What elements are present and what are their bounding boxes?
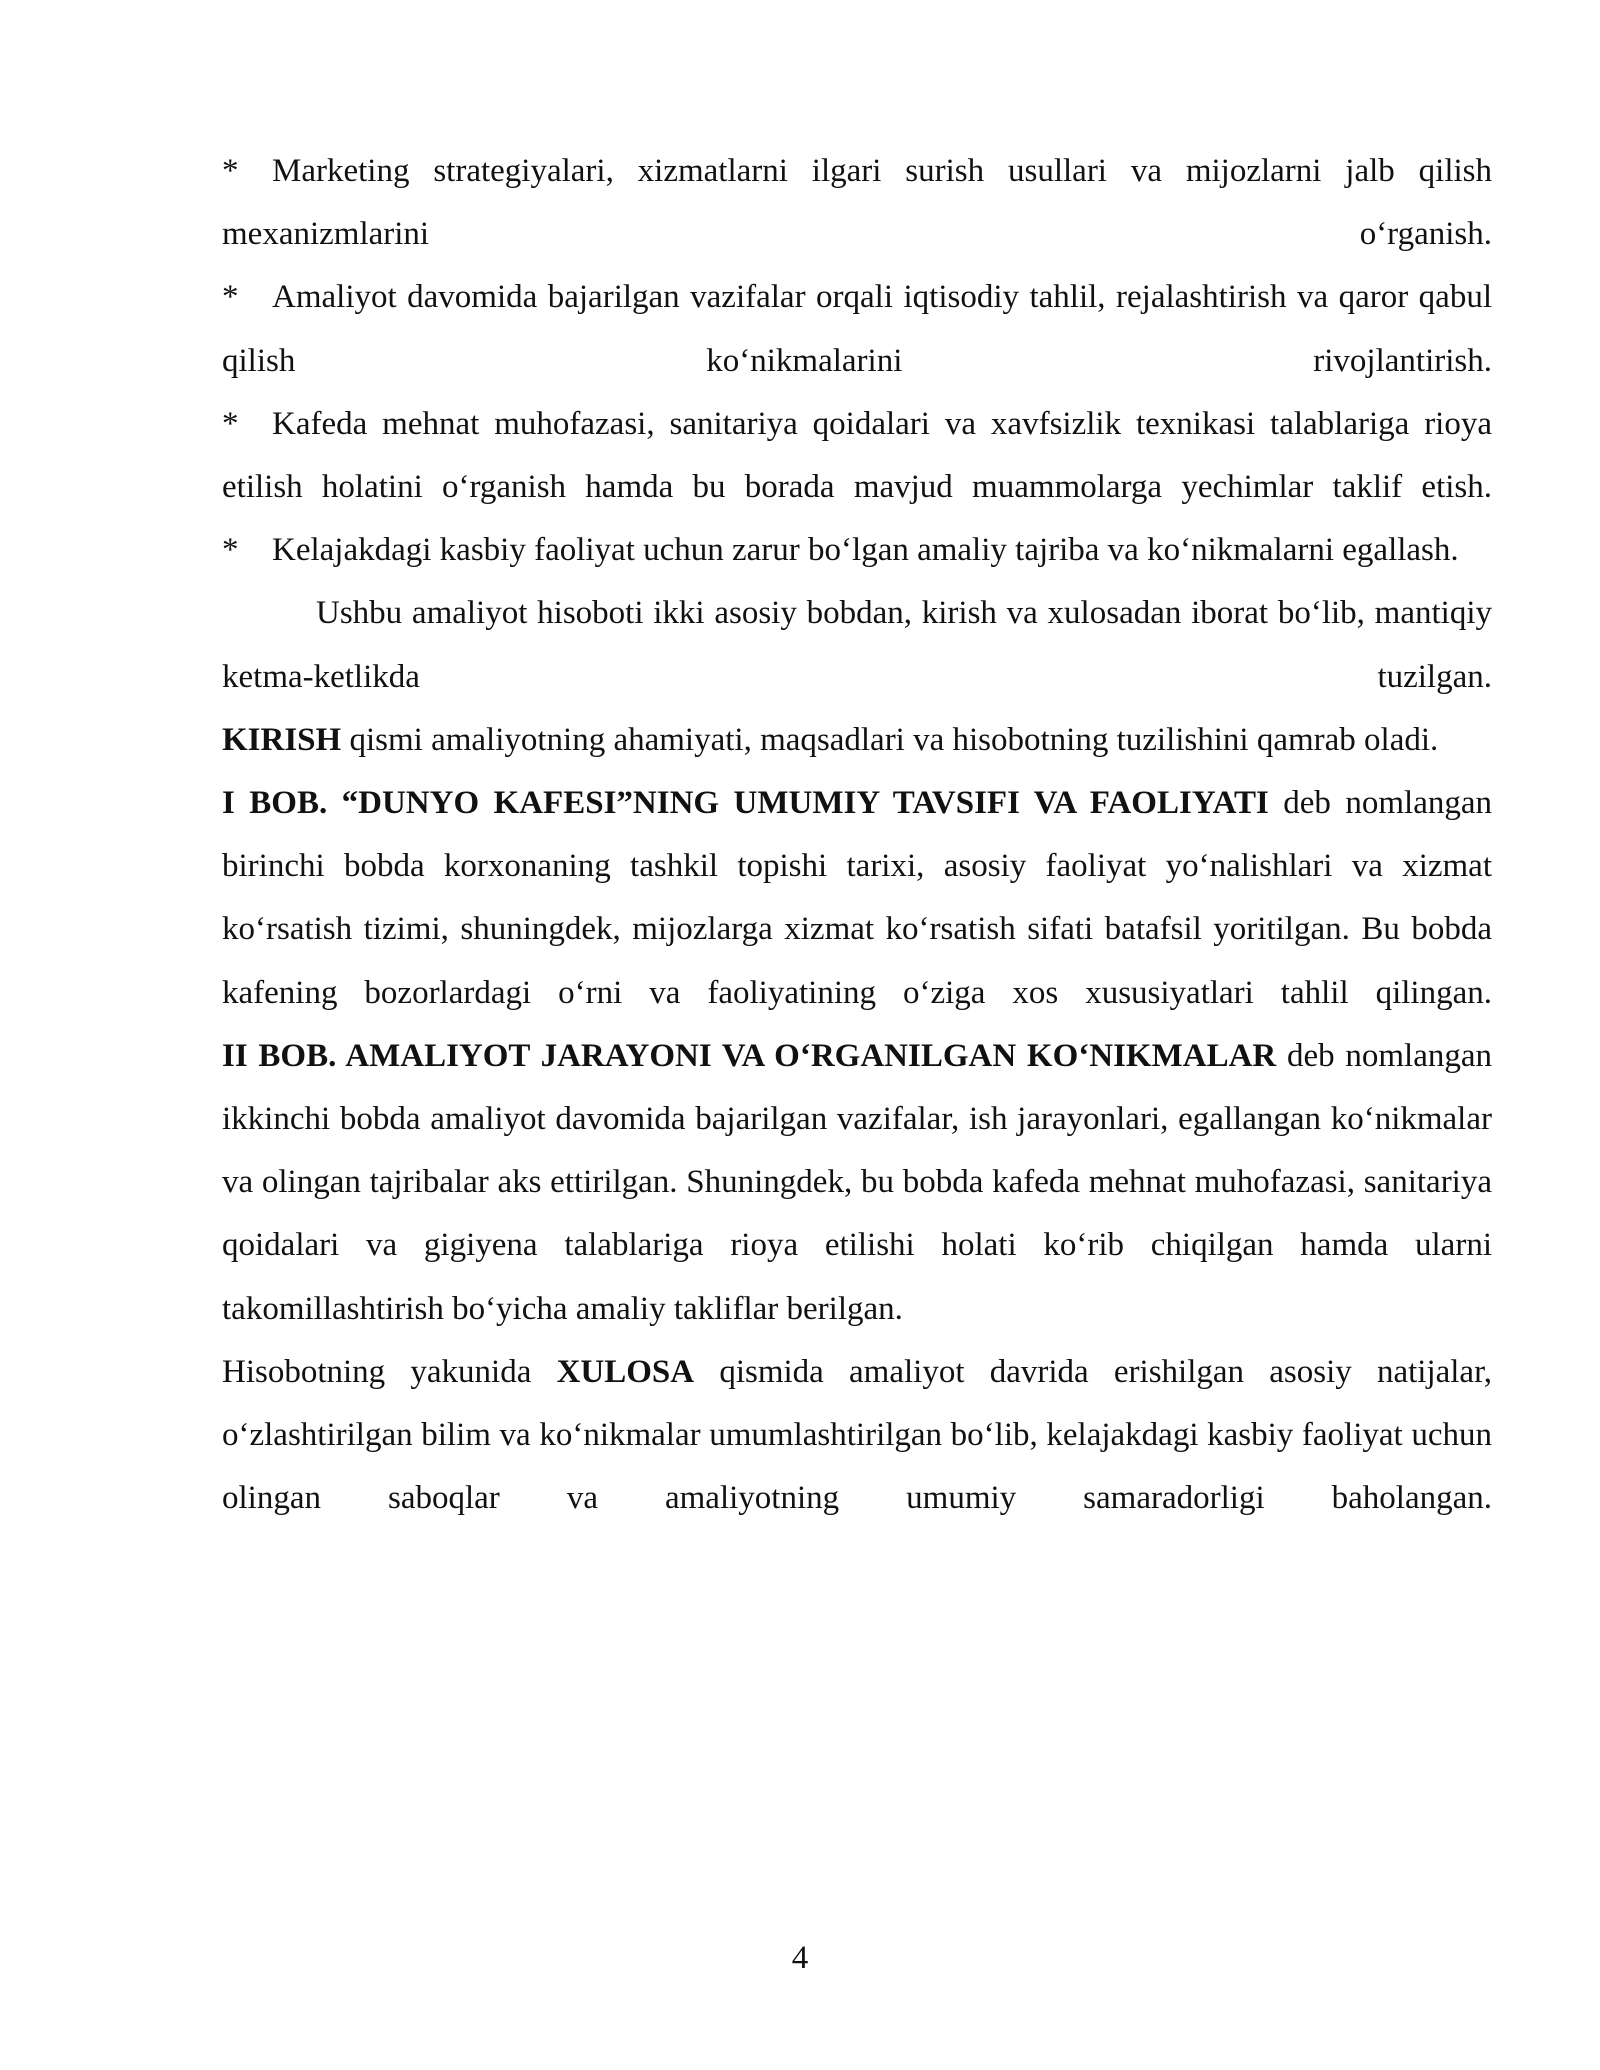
bullet-item-4 — [222, 519, 1492, 582]
bullet-marker: * — [222, 405, 239, 442]
page-body — [222, 140, 1492, 1530]
bullet-item-3 — [222, 393, 1492, 519]
bullet-marker: * — [222, 279, 239, 316]
chapter1-text: deb nomlangan birinchi bobda korxonaning tashkil topishi tarixi, asosiy faoliyat yo‘nalishlari va xizmat ko‘rsatish tizimi, shuningdek, mijozlarga xizmat ko‘rsatish sifati batafsil yoritilgan. Bu bobda kafening bozorlardagi o‘rni va faoliyatining o‘ziga xos xususiyatlari tahlil qilingan. — [222, 785, 1492, 1011]
bullet-item-1 — [222, 140, 1492, 266]
structure-paragraph: Ushbu amaliyot hisoboti ikki asosiy bobdan, kirish va xulosadan iborat bo‘lib, mantiqiy ketma-ketlikda tuzilgan. — [222, 595, 1492, 695]
chapter1-paragraph — [222, 772, 1492, 1025]
intro-text: qismi amaliyotning ahamiyati, maqsadlari va hisobotning tuzilishini qamrab oladi. — [341, 721, 1439, 758]
conclusion-paragraph — [222, 1341, 1492, 1531]
bullet-marker: * — [222, 532, 239, 569]
bullet-item-2 — [222, 266, 1492, 392]
bullet-text: Marketing strategiyalari, xizmatlarni ilgari surish usullari va mijozlarni jalb qilish mexanizmlarini o‘rganish. — [222, 153, 1492, 253]
chapter1-heading: I BOB. “DUNYO KAFESI”NING UMUMIY TAVSIFI VA FAOLIYATI — [222, 785, 1269, 822]
intro-heading: KIRISH — [222, 721, 342, 758]
conclusion-heading: XULOSA — [556, 1353, 695, 1390]
conclusion-text-before: Hisobotning yakunida — [222, 1353, 557, 1390]
intro-paragraph — [222, 709, 1492, 772]
page-number: 4 — [791, 1940, 809, 1976]
bullet-text: Amaliyot davomida bajarilgan vazifalar orqali iqtisodiy tahlil, rejalashtirish va qaror qabul qilish ko‘nikmalarini rivojlantirish. — [222, 279, 1492, 379]
chapter2-heading: II BOB. AMALIYOT JARAYONI VA O‘RGANILGAN KO‘NIKMALAR — [222, 1037, 1277, 1074]
bullet-text: Kelajakdagi kasbiy faoliyat uchun zarur bo‘lgan amaliy tajriba va ko‘nikmalarni egallash. — [272, 532, 1459, 569]
chapter2-paragraph — [222, 1025, 1492, 1341]
chapter2-text: deb nomlangan ikkinchi bobda amaliyot davomida bajarilgan vazifalar, ish jarayonlari, egallangan ko‘nikmalar va olingan tajribalar aks ettirilgan. Shuningdek, bu bobda kafeda mehnat muhofazasi, sanitariya qoidalari va gigiyena talablariga rioya etilishi holati ko‘rib chiqilgan hamda ularni takomillashtirish bo‘yicha amaliy takliflar berilgan. — [222, 1037, 1492, 1327]
conclusion-text-after: qismida amaliyot davrida erishilgan asosiy natijalar, o‘zlashtirilgan bilim va ko‘nikmalar umumlashtirilgan bo‘lib, kelajakdagi kasbiy faoliyat uchun olingan saboqlar va amaliyotning umumiy samaradorligi baholangan. — [222, 1353, 1492, 1517]
bullet-text: Kafeda mehnat muhofazasi, sanitariya qoidalari va xavfsizlik texnikasi talablariga rioya etilish holatini o‘rganish hamda bu borada mavjud muammolarga yechimlar taklif etish. — [222, 405, 1492, 506]
bullet-marker: * — [222, 153, 239, 189]
